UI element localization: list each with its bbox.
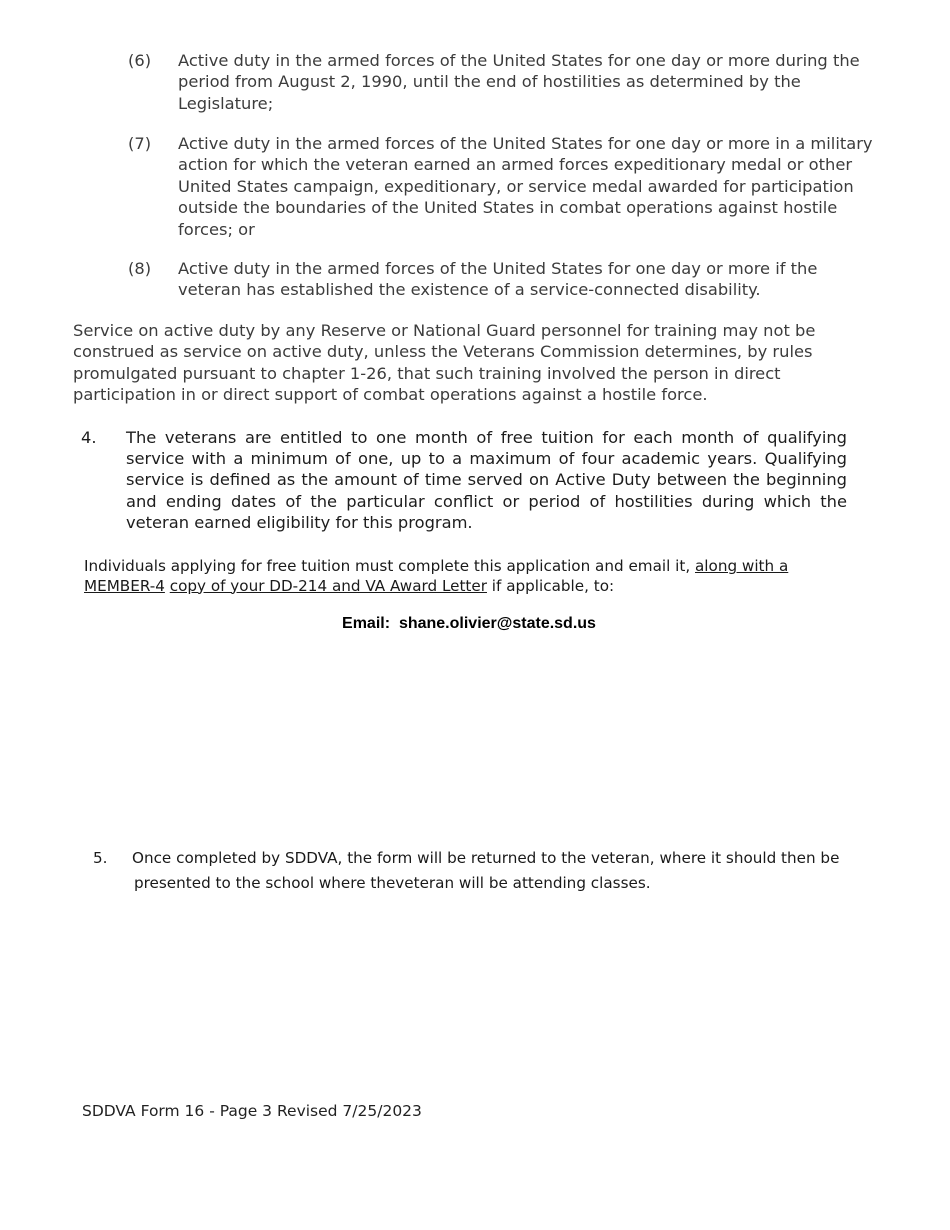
list-item-text: Active duty in the armed forces of the United States for one day or more in a military action for which the veteran earned an armed forces expeditionary medal or other United States campaign, expeditionary, or service medal awarded for participation outside the boundaries of the United States in combat operations against hostile forces; or — [178, 134, 873, 239]
list-item-4 — [81, 427, 847, 533]
email-label: Email: — [342, 615, 391, 632]
page-footer: SDDVA Form 16 - Page 3 Revised 7/25/2023 — [82, 1102, 422, 1120]
list-item-number: (8) — [128, 259, 152, 278]
list-item-6 — [128, 50, 873, 114]
email-line — [0, 615, 938, 633]
list-item-7 — [128, 133, 873, 240]
email-address[interactable]: shane.olivier@state.sd.us — [398, 615, 596, 632]
list-item-number: (7) — [128, 134, 152, 153]
list-item-text-line-1: Once completed by SDDVA, the form will be returned to the veteran, where it should then be — [132, 849, 840, 867]
list-item-5 — [93, 846, 853, 896]
list-item-number: (6) — [128, 51, 152, 70]
service-paragraph: Service on active duty by any Reserve or National Guard personnel for training may not be construed as service on active duty, unless the Veterans Commission determines, by rules promulgated pursuant to chapter 1-26, that such training involved the person in direct participation in or direct support of combat operations against a hostile force. — [73, 321, 816, 405]
list-item-number: 5. — [93, 849, 108, 867]
list-item-text-line-2: presented to the school where theveteran will be attending classes. — [134, 874, 651, 892]
list-item-number: 4. — [81, 428, 97, 447]
instructions-text: Individuals applying for free tuition must complete this application and email it, — [84, 557, 695, 575]
list-item-text: The veterans are entitled to one month of free tuition for each month of qualifying service with a minimum of one, up to a maximum of four academic years. Qualifying service is defined as the amount of time served on Active Duty between the beginning and ending dates of the particular conflict or period of hostilities during which the veteran earned eligibility for this program. — [126, 428, 847, 532]
instructions-underlined-text: along with a MEMBER-4 — [84, 557, 789, 595]
instructions-text: if applicable, to: — [486, 576, 615, 595]
instructions-underlined-text: copy of your DD-214 and VA Award Letter — [169, 576, 487, 595]
list-item-text: Active duty in the armed forces of the United States for one day or more if the veteran has established the existence of a service-connected disability. — [178, 259, 818, 300]
application-instructions — [84, 557, 804, 596]
list-item-8 — [128, 258, 873, 301]
list-item-text: Active duty in the armed forces of the United States for one day or more during the period from August 2, 1990, until the end of hostilities as determined by the Legislature; — [178, 51, 860, 113]
